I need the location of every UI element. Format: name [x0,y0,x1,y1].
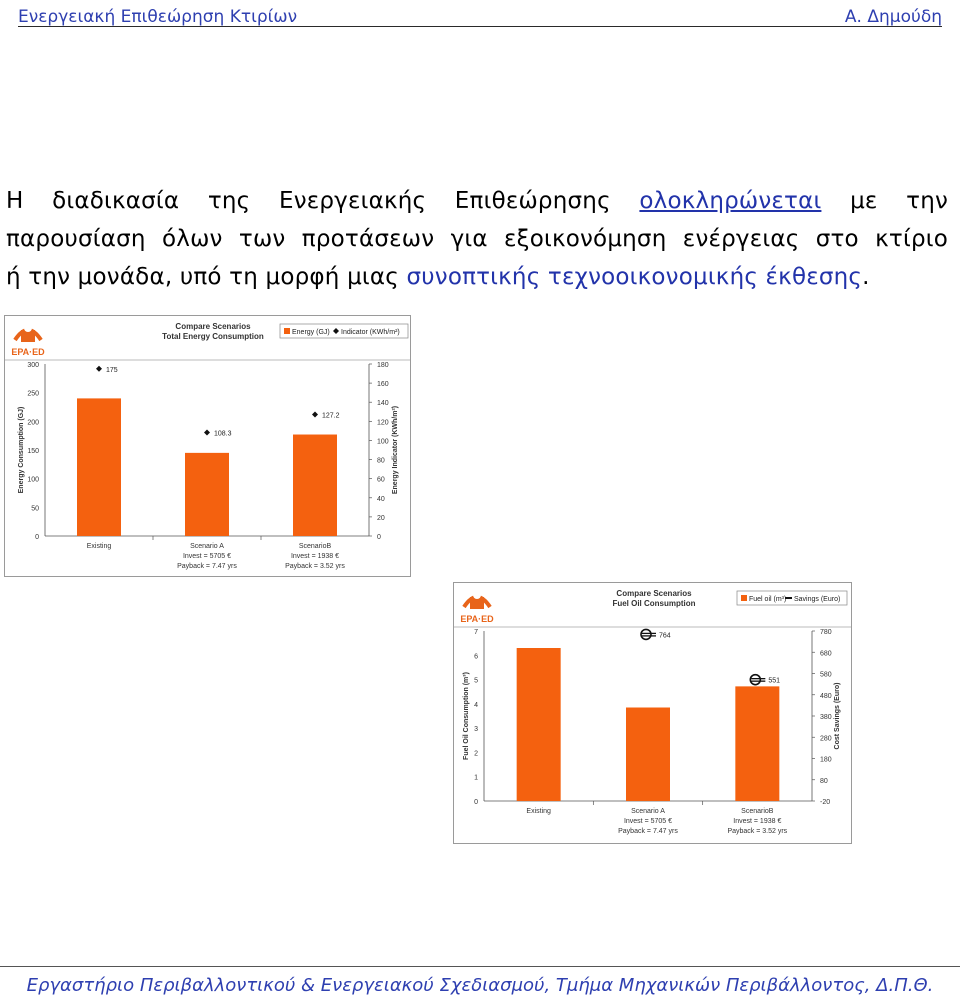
logo-sun-icon [24,324,32,332]
y-tick-label: 7 [474,629,478,636]
x-tick-payback: Payback = 7.47 yrs [618,828,678,835]
x-tick-label: Scenario A [631,808,665,815]
x-tick-invest: Invest = 1938 € [733,818,782,825]
indicator-label: 108.3 [214,430,232,438]
energy-consumption-chart [4,315,411,577]
y2-tick-label: 80 [820,777,828,785]
logo-text: EPA·ED [460,614,494,624]
highlight-link: ολοκληρώνεται [639,188,822,214]
indicator-point [96,366,102,372]
y-tick-label: 1 [474,774,478,782]
y2-tick-label: 120 [377,419,389,427]
paragraph-line-3 [6,258,948,296]
y2-tick-label: 180 [820,756,832,764]
y-tick-label: 4 [474,701,478,709]
page-footer: Εργαστήριο Περιβαλλοντικού & Ενεργειακού Σχεδιασμού, Τμήμα Μηχανικών Περιβάλλοντος, Δ.Π.Θ. [0,966,960,996]
y2-tick-label: 100 [377,438,389,446]
euro-icon [641,629,651,639]
logo-text: EPA·ED [11,347,45,357]
x-tick-label: ScenarioB [298,543,332,550]
y-tick-label: 0 [35,534,39,541]
page-header [18,4,942,27]
bar [77,398,121,536]
y-tick-label: 200 [27,419,39,427]
y-tick-label: 300 [27,362,39,369]
y2-tick-label: 680 [820,650,832,658]
y2-tick-label: 40 [377,495,385,503]
bar [185,453,229,536]
legend-swatch-bar [284,328,290,334]
y2-tick-label: 180 [377,362,389,369]
indicator-point [204,430,210,436]
y2-tick-label: 0 [377,534,381,541]
y2-axis-label: Cost Savings (Euro) [834,682,841,750]
x-tick-label: Existing [526,808,551,815]
highlight-text: συνοπτικής τεχνοοικονομικής έκθεσης [406,264,863,290]
legend-label-second: Indicator (KWh/m²) [341,329,400,336]
savings-label: 551 [768,677,781,685]
x-tick-label: Existing [86,543,112,550]
bar [735,686,779,801]
paragraph-line-2: παρουσίαση όλων των προτάσεων για εξοικονόμηση ενέργειας στο κτίριο [6,226,948,252]
x-tick-invest: Invest = 5705 € [182,553,232,560]
indicator-label: 175 [106,366,118,374]
indicator-point [312,411,318,417]
paragraph-text: Η διαδικασία της Ενεργειακής Επιθεώρησης [6,188,611,214]
chart-title: Compare Scenarios [175,322,251,331]
y2-tick-label: 20 [377,514,385,522]
intro-paragraph [6,182,948,296]
y-tick-label: 2 [474,750,478,758]
y-tick-label: 0 [474,799,478,806]
header-title: Ενεργειακή Επιθεώρηση Κτιρίων [18,7,298,27]
y2-tick-label: 140 [377,400,389,408]
y-tick-label: 150 [27,448,39,455]
fuel-chart-svg [454,583,851,843]
y2-tick-label: 160 [377,381,389,389]
y2-tick-label: 480 [820,692,832,700]
y-tick-label: 50 [31,505,39,513]
header-author: Α. Δημούδη [844,7,942,27]
y-tick-label: 6 [474,653,478,661]
paragraph-text: ή την μονάδα, υπό τη μορφή μιας [6,264,399,290]
paragraph-text: με την [850,188,949,214]
y-tick-label: 250 [27,390,39,398]
chart-title: Compare Scenarios [616,589,692,598]
y2-tick-label: 60 [377,476,385,484]
y-axis-label: Energy Consumption (GJ) [18,406,25,494]
bar [517,648,561,801]
x-tick-label: ScenarioB [741,808,774,815]
y2-tick-label: 80 [377,457,385,465]
y-tick-label: 100 [27,476,39,484]
y2-tick-label: 280 [820,735,832,743]
chart-subtitle: Total Energy Consumption [162,332,264,341]
x-tick-payback: Payback = 3.52 yrs [285,563,345,570]
y-tick-label: 3 [474,726,478,734]
chart-subtitle: Fuel Oil Consumption [612,599,696,608]
savings-label: 764 [659,632,671,640]
y2-tick-label: -20 [820,799,831,806]
x-tick-invest: Invest = 5705 € [623,818,673,825]
legend-label-bar: Fuel oil (m³) [749,596,787,603]
y2-tick-label: 580 [820,671,832,679]
y2-tick-label: 780 [820,629,832,636]
euro-icon [750,675,760,685]
paragraph-text: . [862,264,870,290]
x-tick-label: Scenario A [190,543,224,550]
y2-tick-label: 380 [820,714,832,721]
legend-swatch-bar [741,595,747,601]
y-axis-label: Fuel Oil Consumption (m³) [463,672,470,760]
y-tick-label: 5 [474,677,478,685]
fuel-oil-chart [453,582,852,844]
indicator-label: 127.2 [322,412,340,420]
paragraph-line-1 [6,182,948,220]
bar [626,708,670,802]
y2-axis-label: Energy Indicator (KWh/m²) [392,405,399,495]
x-tick-payback: Payback = 7.47 yrs [177,563,237,570]
legend-label-bar: Energy (GJ) [292,329,330,336]
x-tick-payback: Payback = 3.52 yrs [727,828,788,835]
energy-chart-svg [5,316,410,576]
logo-sun-icon [473,591,481,599]
legend-label-second: Savings (Euro) [794,596,841,603]
bar [293,435,337,536]
x-tick-invest: Invest = 1938 € [290,553,340,560]
